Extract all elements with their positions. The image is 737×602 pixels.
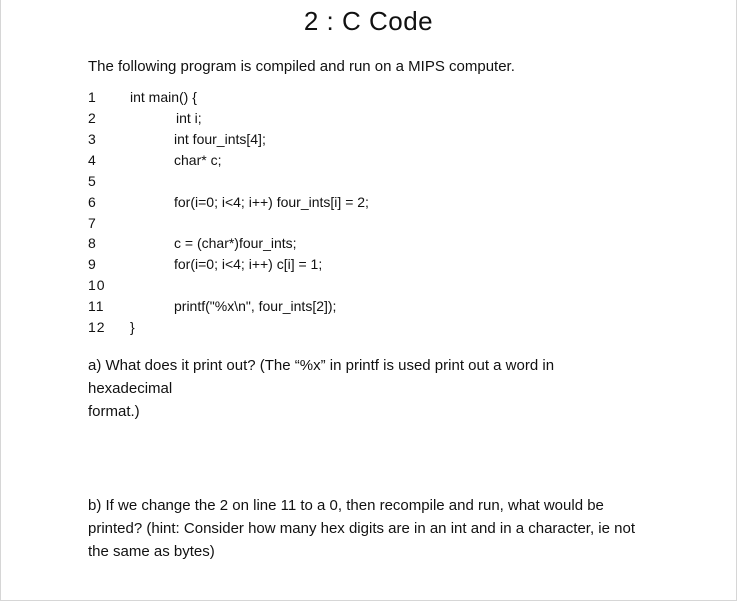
line-number: 2 (88, 110, 96, 126)
line-number: 5 (88, 173, 96, 189)
question-b: b) If we change the 2 on line 11 to a 0, then recompile and run, what would be printed? (hint: Consider how many hex digits are in an int and in a character, ie not the same as bytes) (88, 497, 635, 560)
line-number: 10 (88, 277, 106, 293)
line-number: 7 (88, 215, 96, 231)
code-text: } (130, 319, 135, 335)
line-number: 9 (88, 256, 96, 272)
code-text: int i; (176, 110, 202, 126)
code-text: c = (char*)four_ints; (174, 235, 297, 251)
code-text: printf("%x\n", four_ints[2]); (174, 298, 337, 314)
line-number: 4 (88, 152, 96, 168)
line-number: 6 (88, 194, 96, 210)
code-text: int four_ints[4]; (174, 131, 266, 147)
code-text: for(i=0; i<4; i++) four_ints[i] = 2; (174, 194, 369, 210)
line-number: 11 (88, 298, 105, 314)
line-number: 3 (88, 131, 96, 147)
code-text: int main() { (130, 89, 197, 105)
intro-text: The following program is compiled and run on a MIPS computer. (88, 58, 515, 75)
line-number: 1 (88, 89, 96, 105)
code-text: for(i=0; i<4; i++) c[i] = 1; (174, 256, 323, 272)
question-a-line: format.) (88, 403, 140, 420)
question-a-line: hexadecimal (88, 380, 173, 397)
line-number: 8 (88, 235, 96, 251)
page-title: 2 : C Code (303, 6, 434, 36)
code-text: char* c; (174, 152, 222, 168)
line-number: 12 (88, 319, 106, 335)
question-a-line: a) What does it print out? (The “%x” in printf is used print out a word in (88, 357, 555, 374)
question-a (88, 354, 648, 423)
